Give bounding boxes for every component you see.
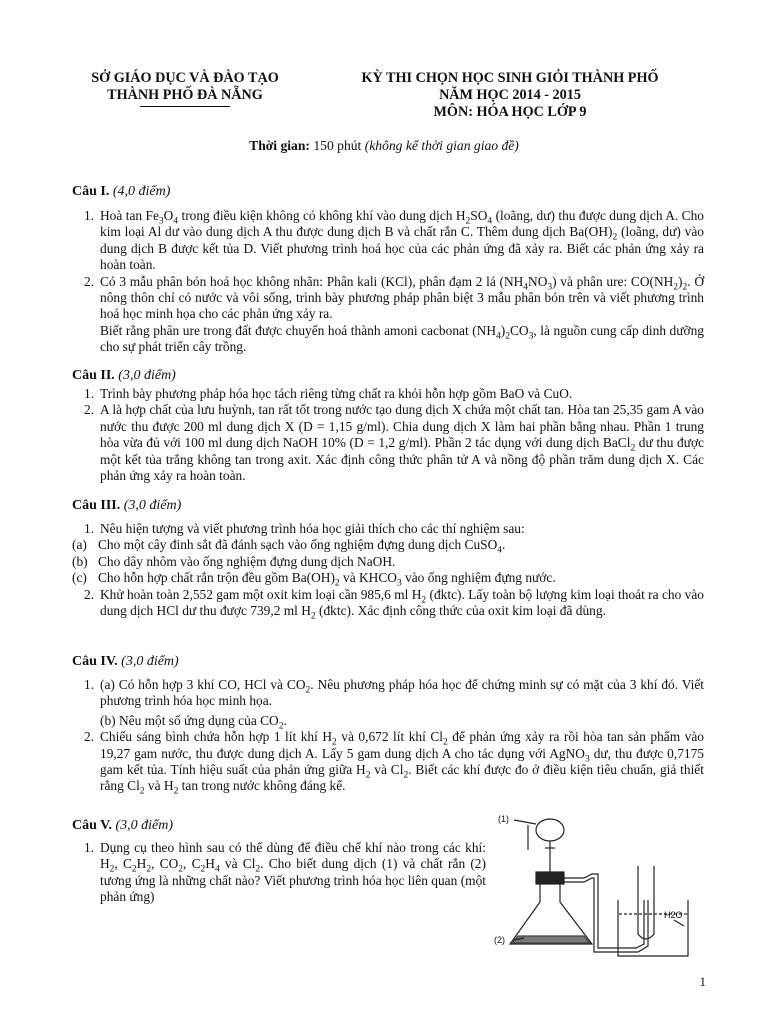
question-4-item-2: 2. Chiếu sáng bình chứa hỗn hợp 1 lít khí $H_2$ và 0,672 lít khí $Cl_2$ để phản ứng xảy ra rồi hòa tan sản phẩm vào 19,27 gam nước, thu được dung dịch A. Lấy 5 gam dung dịch A cho tác dụng với AgNO$_3$ dư, thu được 0,7175 gam kết tủa. Tính hiệu suất của phản ứng giữa $H_2$ và $Cl_2$. Biết các khí được đo ở điều kiện tiêu chuẩn, giả thiết rằng $Cl_2$ và $H_2$ tan trong nước không đáng kể. (84, 729, 704, 798)
question-3-body (72, 521, 704, 622)
subject: MÔN: HÓA HỌC LỚP 9 (433, 104, 587, 120)
question-1-heading (72, 184, 170, 200)
label-solution-1: (1) (498, 814, 509, 824)
label-solid-2: (2) (494, 935, 505, 945)
funnel-bulb (536, 819, 564, 841)
department-name: SỞ GIÁO DỤC VÀ ĐÀO TẠO (91, 70, 279, 86)
question-4-item-1b: (b) Nêu một số ứng dụng của $CO_2$. (100, 712, 287, 732)
question-4-body (72, 677, 704, 798)
question-3-item-2: 2. Khử hoàn toàn 2,552 gam một oxit kim loại cần 985,6 ml $H_2$ (đktc). Lấy toàn bộ lượng kim loại thoát ra cho vào dung dịch HCl dư thu được 739,2 ml $H_2$ (đktc). Xác định công thức của oxit kim loại đã dùng. (84, 586, 704, 622)
duration-value: 150 phút (313, 138, 362, 153)
question-2-item-1: 1. Trình bày phương pháp hóa học tách riêng từng chất ra khỏi hỗn hợp gồm BaO và CuO. (84, 386, 573, 401)
question-4-heading: Câu IV. (3,0 điểm) (72, 654, 179, 669)
question-2-body (72, 386, 704, 484)
question-4-item-1: 1. (a) Có hỗn hợp 3 khí CO, HCl và $CO_2$. Nêu phương pháp hóa học để chứng minh sự có mặt của 3 khí đó. Viết phương trình hóa học minh họa. (84, 677, 704, 709)
question-1-body (72, 208, 704, 356)
exam-duration (0, 138, 768, 154)
question-1-title: Câu I. (72, 184, 110, 199)
question-5-item-1: 1. Dụng cụ theo hình sau có thể dùng để điều chế khí nào trong các khí: $H_2$, $C_2H_2$, $CO_2$, $C_2H_4$ và $Cl_2$. Cho biết dung dịch (1) và chất rắn (2) tương ứng là những chất nào? Viết phương trình hóa học liên quan (một phản ứng) (84, 840, 486, 905)
question-5-body (72, 840, 486, 906)
page-number: 1 (699, 974, 706, 989)
solid-reagent (512, 936, 590, 943)
header-department (70, 70, 300, 107)
collecting-tube (638, 866, 654, 939)
question-2-item-2: 2. A là hợp chất của lưu huỳnh, tan rất tốt trong nước tạo dung dịch X chứa một chất tan. Hòa tan 25,35 gam A vào nước thu được 200 ml dung dịch X (D = 1,15 g/ml). Chia dung dịch X làm hai phần bằng nhau. Phần 1 trung hòa vừa đủ với 100 ml dung dịch NaOH 10% (D = 1,2 g/ml). Phần 2 tác dụng với dung dịch BaCl$_2$ dư thu được một kết tủa trắng không tan trong axit. Xác định công thức phân tử A và nồng độ phần trăm dung dịch X. Các phản ứng xảy ra hoàn toàn. (84, 402, 704, 484)
question-1-note: Biết rằng phân ure trong đất được chuyển hoá thành amoni cacbonat $(NH_4)_2CO_3$, là nguồn cung cấp dinh dưỡng cho sự phát triển cây trồng. (100, 322, 704, 355)
question-1-item-2: 2. Có 3 mẫu phân bón hoá học không nhãn: Phân kali (KCl), phân đạm 2 lá $(NH_4NO_3)$ và phân ure: $CO(NH_2)_2$. Ở nông thôn chỉ có nước và vôi sống, trình bày phương pháp phân biệt 3 mẫu phân bón trên và viết phương trình hoá học minh họa cho các phản ứng xảy ra. (84, 273, 704, 322)
question-3-sub-a: (a) Cho một cây đinh sắt đã đánh sạch vào ống nghiệm đựng dung dịch CuSO$_4$. (72, 537, 506, 557)
question-5-heading: Câu V. (3,0 điểm) (72, 818, 173, 833)
question-2-heading: Câu II. (3,0 điểm) (72, 368, 176, 383)
question-3-heading: Câu III. (3,0 điểm) (72, 498, 182, 513)
header-exam (330, 70, 690, 121)
city-name: THÀNH PHỐ ĐÀ NẴNG (107, 87, 263, 103)
exam-title: KỲ THI CHỌN HỌC SINH GIỎI THÀNH PHỐ (361, 70, 659, 86)
duration-label: Thời gian: (249, 138, 310, 153)
question-3-sub-c: (c) Cho hỗn hợp chất rắn trộn đều gồm $Ba(OH)_2$ và $KHCO_3$ vào ống nghiệm đựng nước. (72, 570, 556, 589)
school-year: NĂM HỌC 2014 - 2015 (439, 87, 581, 103)
header-underline (140, 106, 230, 107)
question-1-item-1: 1. Hoà $\tan Fe_3O_4$ trong điều kiện không có không khí vào dung dịch $H_2SO_4$ (loãng, dư) thu được dung dịch A. Cho kim loại Al dư vào dung dịch A thu được dung dịch B và chất rắn C. Thêm dung dịch $Ba(OH)_2$ (loãng, dư) vào dung dịch B được kết tủa D. Viết phương trình hoá học của các phản ứng đã xảy ra. Biết các phản ứng xảy ra hoàn toàn. (84, 208, 704, 273)
conical-flask (510, 884, 592, 944)
label-water: H2O (664, 910, 683, 920)
gas-apparatus-figure (488, 810, 724, 960)
duration-note: (không kể thời gian giao đề) (364, 138, 519, 153)
flask-stopper (536, 872, 564, 884)
question-3-item-1: 1. Nêu hiện tượng và viết phương trình hóa học giải thích cho các thí nghiệm sau: (84, 521, 525, 536)
question-3-sub-b: (b) Cho dây nhôm vào ống nghiệm đựng dung dịch NaOH. (72, 553, 396, 569)
question-1-points: (4,0 điểm) (112, 184, 171, 199)
